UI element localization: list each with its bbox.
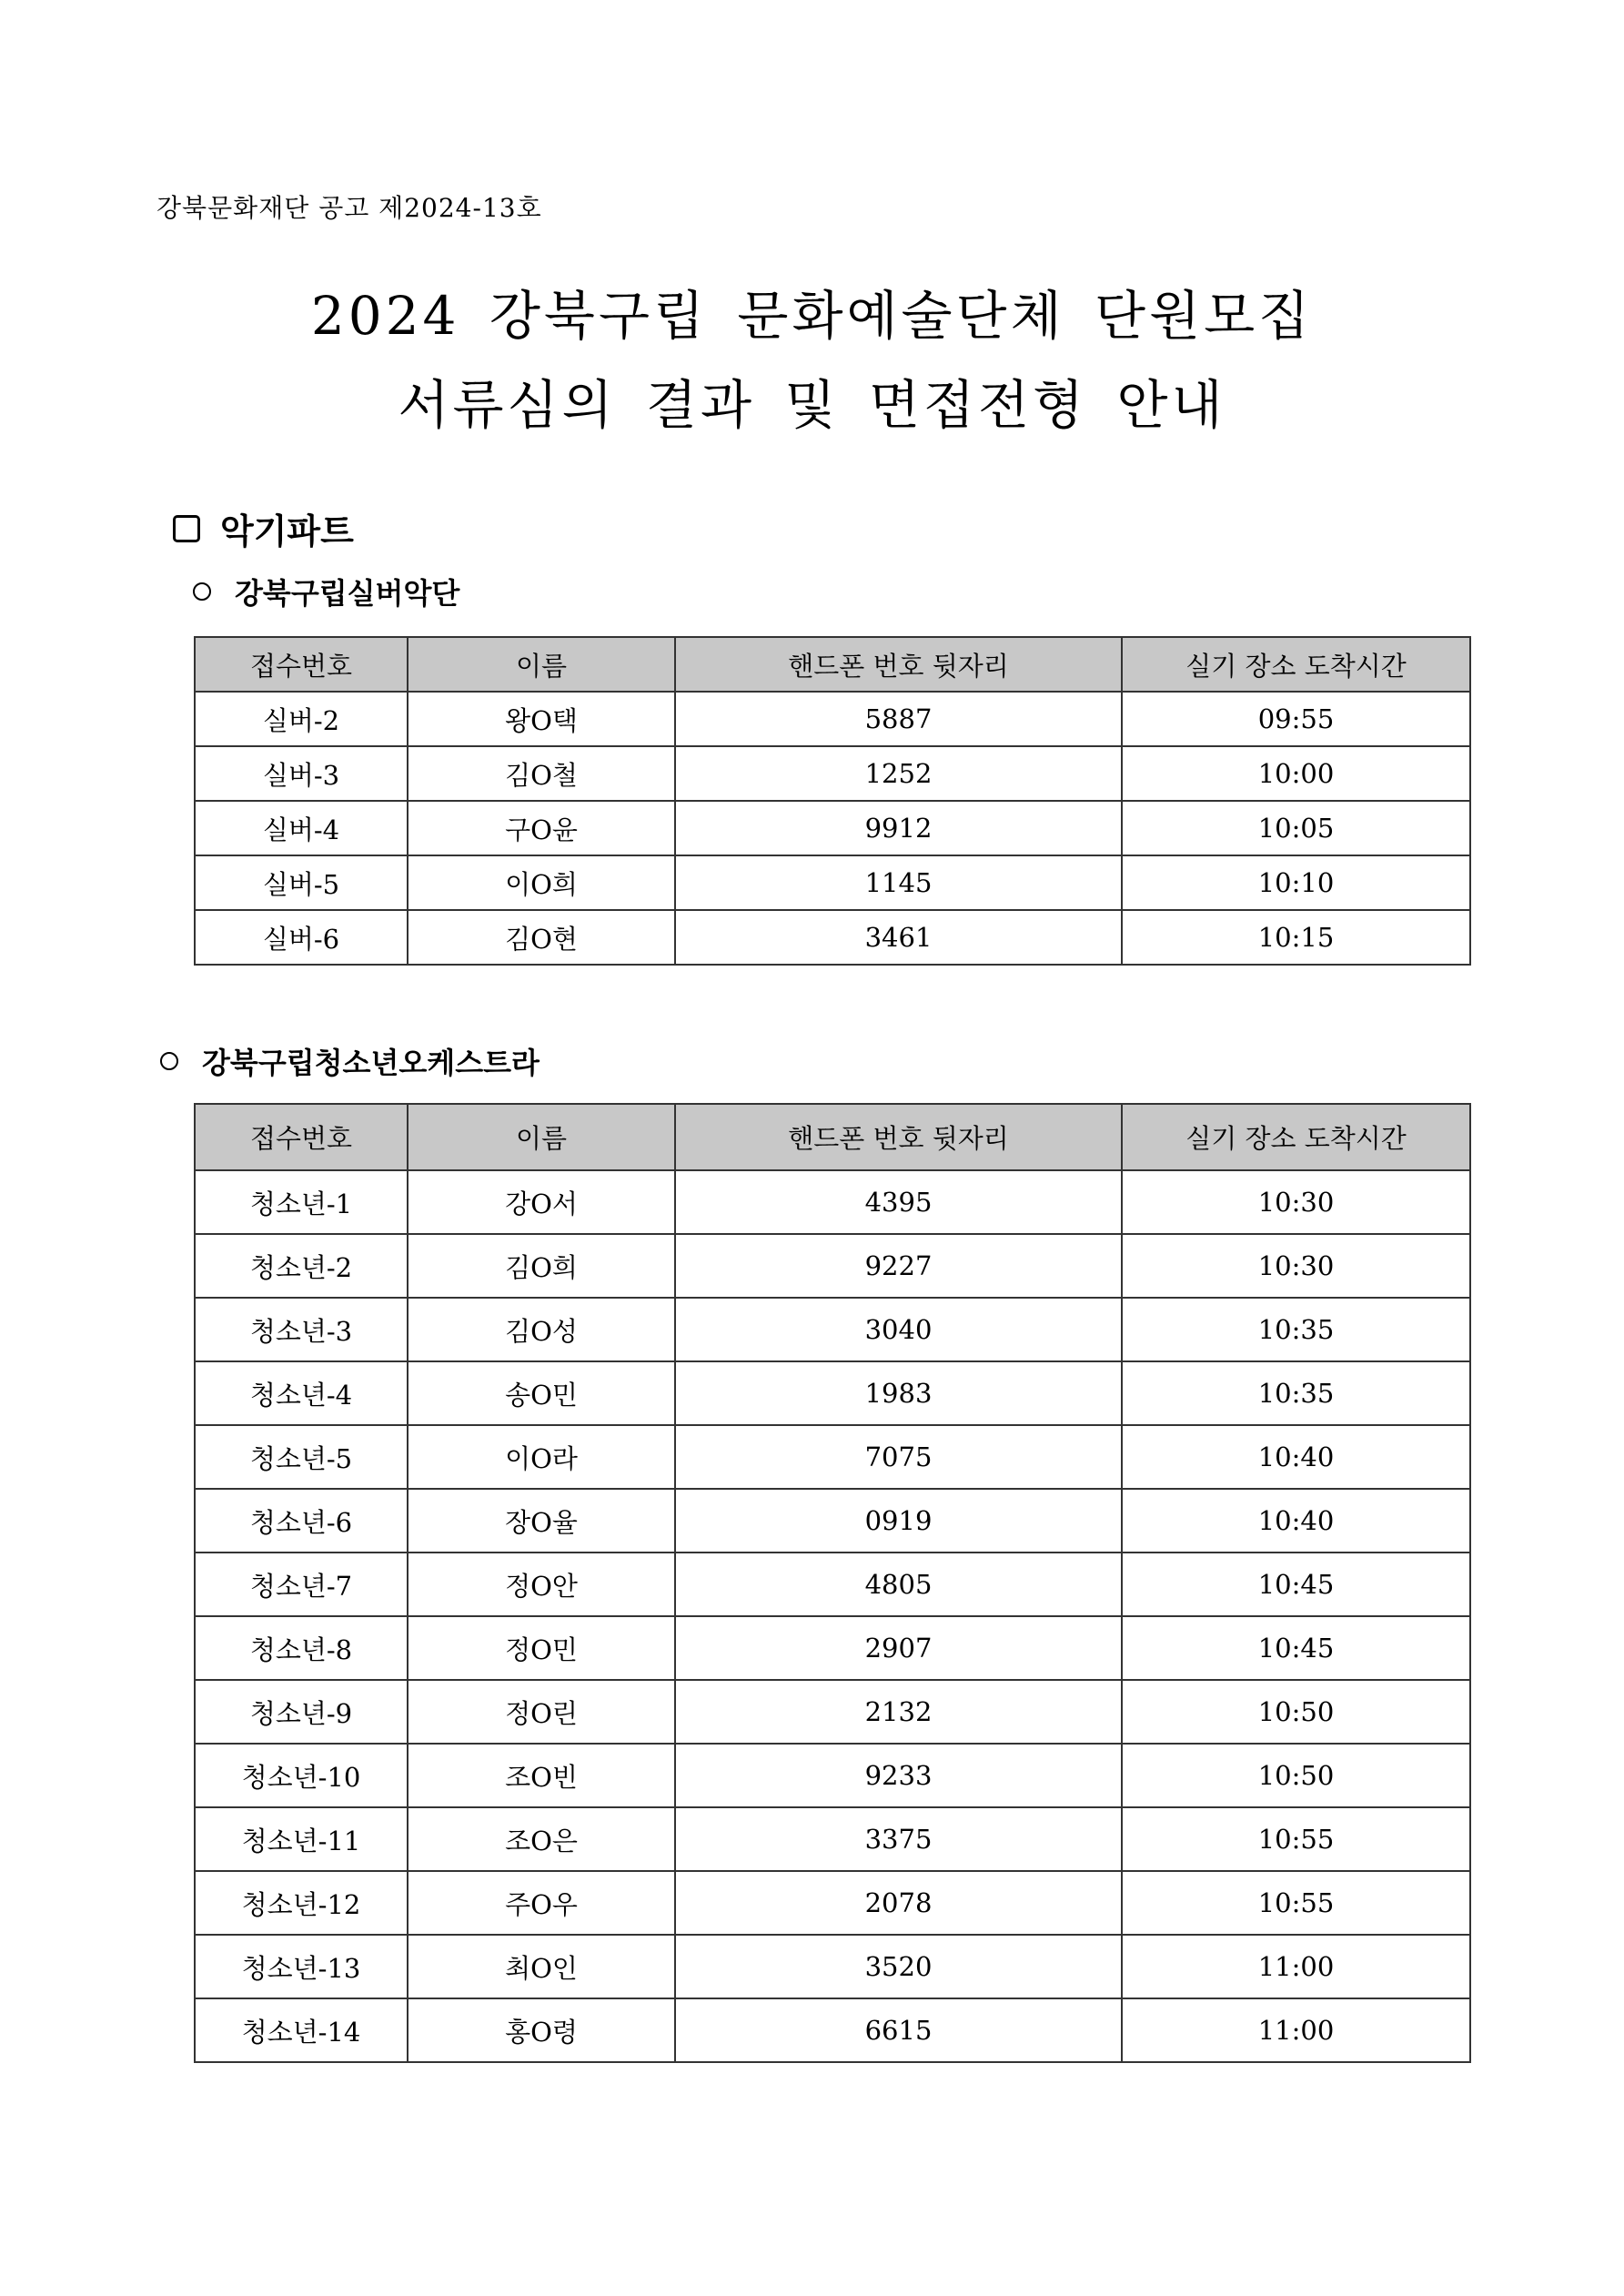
phone-digits-cell: 0919 [675, 1489, 1122, 1553]
table-row [195, 1425, 1470, 1489]
name-cell: 송O민 [408, 1361, 675, 1425]
table-row [195, 801, 1470, 855]
phone-digits-cell: 7075 [675, 1425, 1122, 1489]
phone-digits-cell: 5887 [675, 692, 1122, 746]
receipt-number-cell: 청소년-1 [195, 1170, 408, 1234]
arrival-time-cell: 10:40 [1122, 1425, 1470, 1489]
receipt-number-cell: 청소년-3 [195, 1298, 408, 1361]
table-row [195, 1553, 1470, 1616]
column-header-receipt-number: 접수번호 [195, 637, 408, 692]
youth-orchestra-table-body [195, 1170, 1470, 2062]
table-row [195, 1234, 1470, 1298]
name-cell: 장O율 [408, 1489, 675, 1553]
receipt-number-cell: 실버-6 [195, 910, 408, 965]
notice-number: 강북문화재단 공고 제2024-13호 [156, 193, 542, 223]
silver-band-table-body [195, 692, 1470, 965]
receipt-number-cell: 청소년-12 [195, 1871, 408, 1935]
receipt-number-cell: 청소년-13 [195, 1935, 408, 1998]
column-header-arrival-time: 실기 장소 도착시간 [1122, 1104, 1470, 1170]
receipt-number-cell: 실버-2 [195, 692, 408, 746]
table-row [195, 1807, 1470, 1871]
arrival-time-cell: 11:00 [1122, 1935, 1470, 1998]
name-cell: 홍O령 [408, 1998, 675, 2062]
name-cell: 김O희 [408, 1234, 675, 1298]
name-cell: 정O민 [408, 1616, 675, 1680]
receipt-number-cell: 실버-4 [195, 801, 408, 855]
column-header-name: 이름 [408, 1104, 675, 1170]
phone-digits-cell: 2078 [675, 1871, 1122, 1935]
silver-band-table [194, 636, 1471, 966]
receipt-number-cell: 청소년-5 [195, 1425, 408, 1489]
arrival-time-cell: 10:30 [1122, 1234, 1470, 1298]
name-cell: 정O안 [408, 1553, 675, 1616]
arrival-time-cell: 10:00 [1122, 746, 1470, 801]
name-cell: 김O철 [408, 746, 675, 801]
arrival-time-cell: 10:35 [1122, 1298, 1470, 1361]
arrival-time-cell: 10:50 [1122, 1680, 1470, 1744]
arrival-time-cell: 10:55 [1122, 1807, 1470, 1871]
table-row [195, 855, 1470, 910]
name-cell: 정O린 [408, 1680, 675, 1744]
phone-digits-cell: 3461 [675, 910, 1122, 965]
name-cell: 김O성 [408, 1298, 675, 1361]
circle-bullet-icon [160, 1052, 178, 1070]
page-title-line-1: 2024 강북구립 문화예술단체 단원모집 [310, 285, 1314, 347]
table-row [195, 910, 1470, 965]
section-heading [173, 503, 354, 553]
phone-digits-cell: 4395 [675, 1170, 1122, 1234]
receipt-number-cell: 실버-3 [195, 746, 408, 801]
column-header-phone-digits: 핸드폰 번호 뒷자리 [675, 1104, 1122, 1170]
name-cell: 구O윤 [408, 801, 675, 855]
youth-orchestra-table [194, 1103, 1471, 2063]
table-row [195, 1489, 1470, 1553]
arrival-time-cell: 10:45 [1122, 1553, 1470, 1616]
phone-digits-cell: 1145 [675, 855, 1122, 910]
phone-digits-cell: 2907 [675, 1616, 1122, 1680]
table-header-row [195, 1104, 1470, 1170]
table-row [195, 1871, 1470, 1935]
circle-bullet-icon [193, 582, 211, 601]
arrival-time-cell: 10:15 [1122, 910, 1470, 965]
arrival-time-cell: 10:40 [1122, 1489, 1470, 1553]
arrival-time-cell: 10:30 [1122, 1170, 1470, 1234]
phone-digits-cell: 3040 [675, 1298, 1122, 1361]
phone-digits-cell: 3375 [675, 1807, 1122, 1871]
arrival-time-cell: 09:55 [1122, 692, 1470, 746]
name-cell: 강O서 [408, 1170, 675, 1234]
table-row [195, 1361, 1470, 1425]
name-cell: 이O라 [408, 1425, 675, 1489]
column-header-phone-digits: 핸드폰 번호 뒷자리 [675, 637, 1122, 692]
arrival-time-cell: 10:45 [1122, 1616, 1470, 1680]
phone-digits-cell: 9227 [675, 1234, 1122, 1298]
name-cell: 최O인 [408, 1935, 675, 1998]
table-row [195, 1744, 1470, 1807]
arrival-time-cell: 10:50 [1122, 1744, 1470, 1807]
phone-digits-cell: 6615 [675, 1998, 1122, 2062]
table-row [195, 1998, 1470, 2062]
arrival-time-cell: 11:00 [1122, 1998, 1470, 2062]
phone-digits-cell: 4805 [675, 1553, 1122, 1616]
receipt-number-cell: 청소년-10 [195, 1744, 408, 1807]
name-cell: 조O은 [408, 1807, 675, 1871]
receipt-number-cell: 청소년-8 [195, 1616, 408, 1680]
table-header-row [195, 637, 1470, 692]
phone-digits-cell: 1252 [675, 746, 1122, 801]
receipt-number-cell: 청소년-14 [195, 1998, 408, 2062]
youth-orchestra-heading [160, 1040, 540, 1082]
page-title-line-2: 서류심의 결과 및 면접전형 안내 [398, 374, 1226, 436]
column-header-receipt-number: 접수번호 [195, 1104, 408, 1170]
column-header-name: 이름 [408, 637, 675, 692]
table-row [195, 1680, 1470, 1744]
checkbox-square-icon [173, 515, 200, 542]
name-cell: 주O우 [408, 1871, 675, 1935]
phone-digits-cell: 9233 [675, 1744, 1122, 1807]
table-row [195, 692, 1470, 746]
youth-orchestra-heading-label: 강북구립청소년오케스트라 [202, 1046, 540, 1080]
table-row [195, 1935, 1470, 1998]
table-row [195, 1298, 1470, 1361]
section-heading-label: 악기파트 [220, 511, 354, 551]
phone-digits-cell: 9912 [675, 801, 1122, 855]
phone-digits-cell: 3520 [675, 1935, 1122, 1998]
arrival-time-cell: 10:05 [1122, 801, 1470, 855]
arrival-time-cell: 10:10 [1122, 855, 1470, 910]
receipt-number-cell: 청소년-7 [195, 1553, 408, 1616]
table-row [195, 746, 1470, 801]
name-cell: 김O현 [408, 910, 675, 965]
receipt-number-cell: 청소년-11 [195, 1807, 408, 1871]
column-header-arrival-time: 실기 장소 도착시간 [1122, 637, 1470, 692]
phone-digits-cell: 1983 [675, 1361, 1122, 1425]
silver-band-heading [193, 571, 459, 612]
receipt-number-cell: 실버-5 [195, 855, 408, 910]
name-cell: 이O희 [408, 855, 675, 910]
table-row [195, 1616, 1470, 1680]
arrival-time-cell: 10:55 [1122, 1871, 1470, 1935]
receipt-number-cell: 청소년-2 [195, 1234, 408, 1298]
name-cell: 왕O택 [408, 692, 675, 746]
arrival-time-cell: 10:35 [1122, 1361, 1470, 1425]
name-cell: 조O빈 [408, 1744, 675, 1807]
table-row [195, 1170, 1470, 1234]
receipt-number-cell: 청소년-6 [195, 1489, 408, 1553]
receipt-number-cell: 청소년-4 [195, 1361, 408, 1425]
silver-band-heading-label: 강북구립실버악단 [235, 576, 460, 611]
phone-digits-cell: 2132 [675, 1680, 1122, 1744]
receipt-number-cell: 청소년-9 [195, 1680, 408, 1744]
